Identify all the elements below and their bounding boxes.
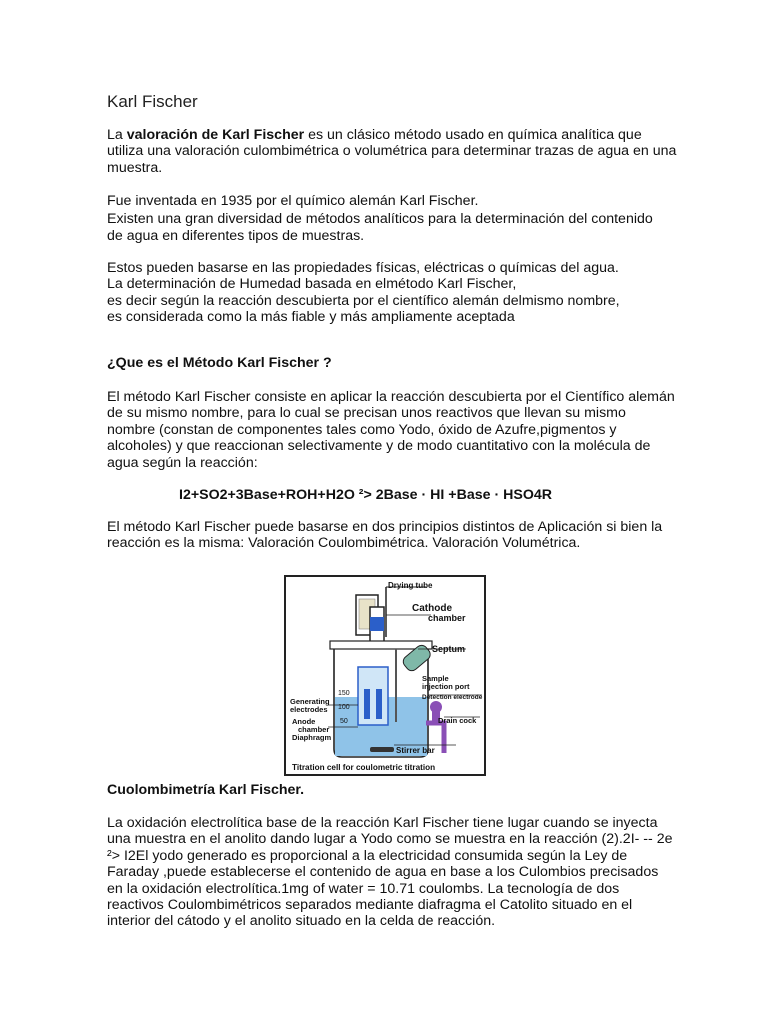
- coulometry-line-3: ²> I2El yodo generado es proporcional a la electricidad consumida según la Ley de: [107, 847, 628, 864]
- generating-electrode-b: [376, 689, 382, 719]
- label-diaphragm: Diaphragm: [292, 733, 332, 742]
- label-chamber: chamber: [428, 613, 466, 623]
- history-line-1: Fue inventada en 1935 por el químico alemán Karl Fischer.: [107, 193, 479, 209]
- figure-caption: Titration cell for coulometric titration: [292, 763, 436, 772]
- basis-paragraph: [107, 260, 667, 326]
- cathode-chamber-fill: [370, 617, 384, 631]
- coulometry-line-5: en la oxidación electrolítica.1mg of water = 10.71 coulombs. La tecnología de dos: [107, 880, 620, 897]
- basis-line-1: Estos pueden basarse en las propiedades físicas, eléctricas o químicas del agua.: [107, 260, 619, 276]
- scale-label-50: 50: [340, 718, 348, 725]
- intro-line-2: utiliza una valoración culombimétrica o volumétrica para determinar trazas de agua en una: [107, 143, 677, 160]
- page-title: Karl Fischer: [107, 92, 198, 111]
- coulometry-line-6: reactivos Coulombimétricos separados mediante diafragma el Catolito situado en el: [107, 897, 633, 914]
- intro-prefix: La: [107, 127, 127, 143]
- label-electrodes: electrodes: [290, 705, 328, 714]
- basis-line-4: es considerada como la más fiable y más ampliamente aceptada: [107, 309, 515, 326]
- history-paragraph: [107, 193, 667, 244]
- method-line-1: El método Karl Fischer consiste en aplicar la reacción descubierta por el Científico alemán: [107, 389, 675, 405]
- label-drying-tube: Drying tube: [388, 581, 433, 590]
- history-line-2: Existen una gran diversidad de métodos analíticos para la determinación del contenido: [107, 211, 653, 228]
- scale-label-100: 100: [338, 704, 350, 711]
- label-septum: Septum: [432, 644, 466, 654]
- method-line-5: agua según la reacción:: [107, 454, 258, 471]
- coulometry-line-7: interior del cátodo y el anolito situado en la celda de reacción.: [107, 913, 496, 930]
- label-stirrer-bar: Stirrer bar: [396, 746, 435, 755]
- basis-line-3: es decir según la reacción descubierta por el científico alemán delmismo nombre,: [107, 292, 620, 309]
- principles-paragraph: [107, 519, 667, 552]
- generating-electrode-a: [364, 689, 370, 719]
- reaction-equation: I2+SO2+3Base+ROH+H2O ²> 2Base · HI +Base · HSO4R: [179, 487, 552, 503]
- basis-line-2: La determinación de Humedad basada en elmétodo Karl Fischer,: [107, 276, 517, 293]
- coulometry-line-4: Faraday ,puede establecerse el contenido de agua en base a los Culombios precisados: [107, 864, 659, 881]
- label-anode: Anode: [292, 717, 316, 726]
- label-drain-cock: Drain cock: [438, 716, 477, 725]
- label-anode-chamber: chamber: [298, 725, 330, 734]
- label-sample: Sample: [422, 674, 449, 683]
- inner-chamber: [358, 667, 388, 725]
- label-detection-electrode: Detection electrode: [422, 694, 483, 701]
- intro-rest: es un clásico método usado en química analítica que: [304, 127, 642, 143]
- intro-paragraph: [107, 127, 677, 176]
- principles-line-1: El método Karl Fischer puede basarse en dos principios distintos de Aplicación si bien la: [107, 519, 663, 535]
- label-injection-port: injection port: [422, 682, 470, 691]
- coulometry-paragraph: [107, 815, 673, 930]
- method-line-2: de su mismo nombre, para lo cual se precisan unos reactivos que llevan su mismo: [107, 405, 626, 422]
- coulometry-line-1: La oxidación electrolítica base de la reacción Karl Fischer tiene lugar cuando se inyecta: [107, 815, 658, 831]
- method-paragraph: [107, 389, 675, 471]
- scale-label-150: 150: [338, 690, 350, 697]
- intro-line-3: muestra.: [107, 159, 163, 176]
- section-heading-method: ¿Que es el Método Karl Fischer ?: [107, 355, 332, 371]
- titration-cell-diagram: [286, 577, 484, 774]
- titration-cell-figure: [284, 575, 486, 776]
- intro-bold-term: valoración de Karl Fischer: [126, 127, 305, 143]
- coulometry-line-2: una muestra en el anolito dando lugar a Yodo como se muestra en la reacción (2).2I- -- 2e: [107, 831, 673, 848]
- stirrer-bar-shape: [370, 747, 394, 752]
- history-line-3: de agua en diferentes tipos de muestras.: [107, 227, 365, 244]
- label-generating: Generating: [290, 697, 330, 706]
- label-cathode: Cathode: [412, 603, 452, 614]
- section-heading-coulometry: Cuolombimetría Karl Fischer.: [107, 782, 305, 798]
- method-line-3: nombre (constan de componentes tales como Yodo, óxido de Azufre,pigmentos y: [107, 421, 617, 438]
- method-line-4: alcoholes) y que reaccionan selectivamente y de modo cuantitativo con la molécula de: [107, 438, 651, 455]
- principles-line-2: reacción es la misma: Valoración Coulombimétrica. Valoración Volumétrica.: [107, 535, 581, 552]
